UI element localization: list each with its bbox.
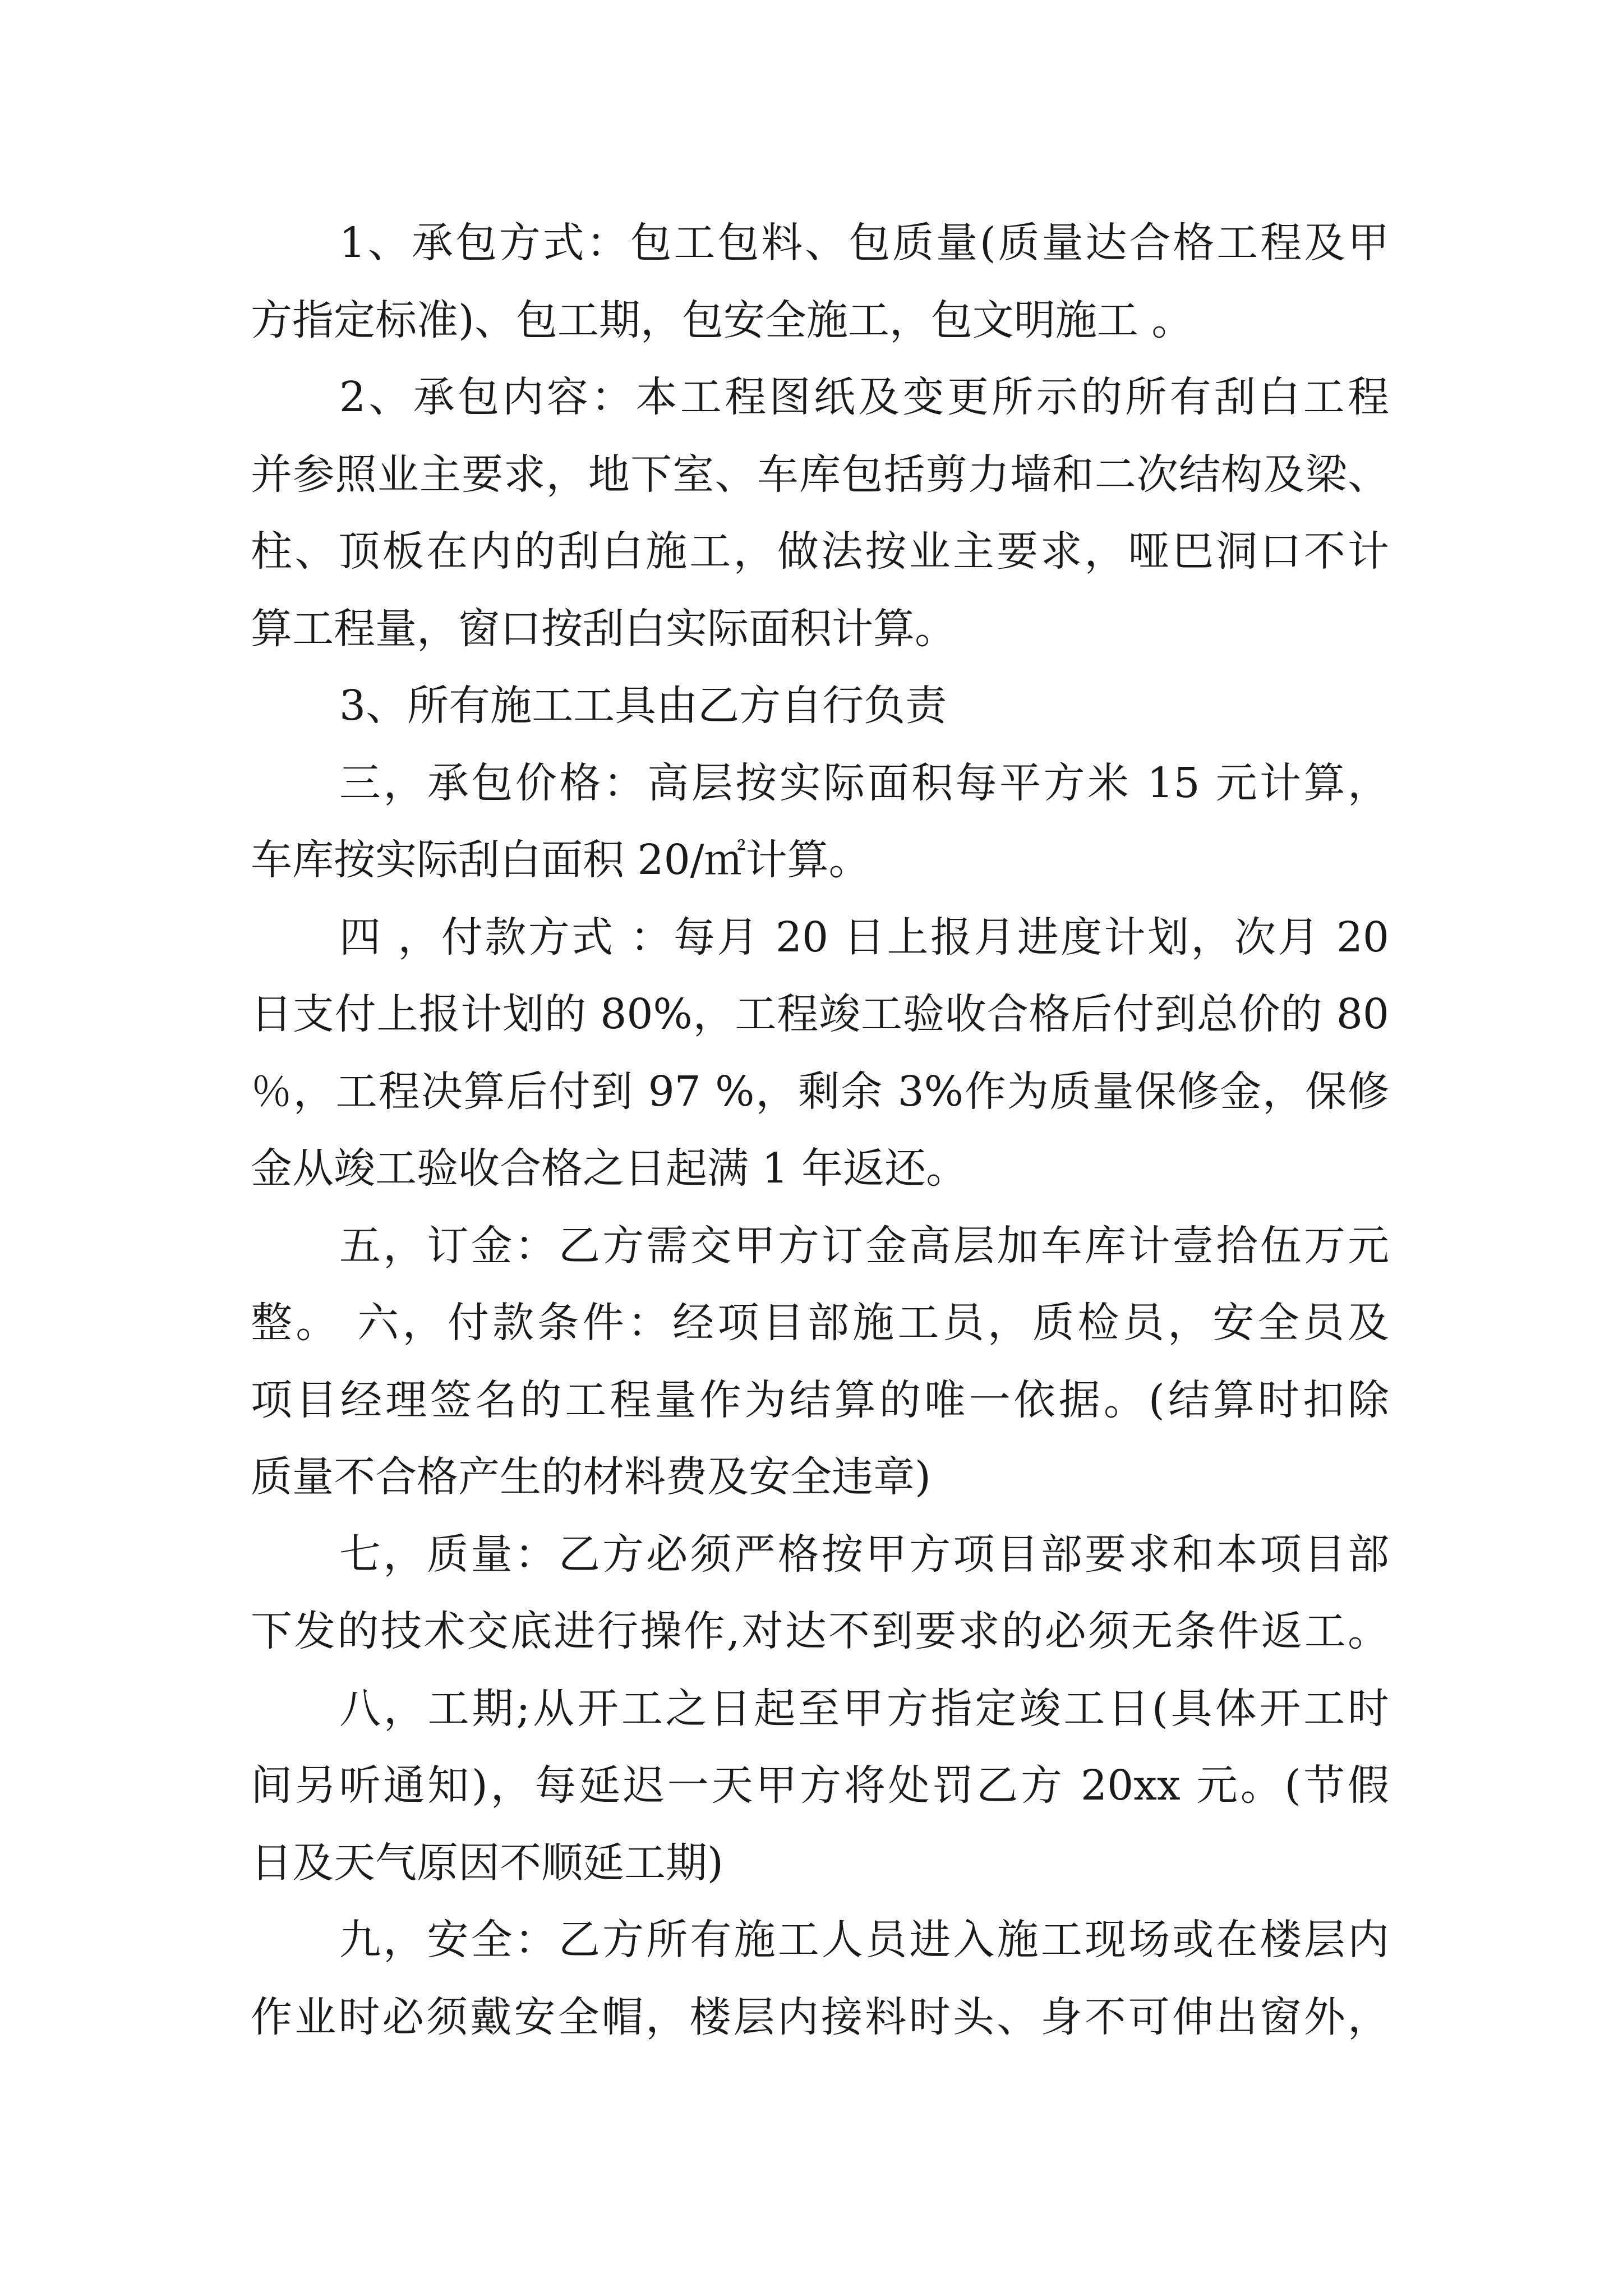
text-line: 项目经理签名的工程量作为结算的唯一依据。(结算时扣除	[251, 1375, 1389, 1424]
clause-payment-method	[251, 899, 1389, 1208]
text-line: 日及天气原因不顺延工期)	[251, 1838, 723, 1887]
contract-body	[251, 205, 1389, 2056]
text-line: 质量不合格产生的材料费及安全违章)	[251, 1453, 931, 1501]
text-line: 3、所有施工工具由乙方自行负责	[339, 682, 947, 730]
text-line: 整。 六，付款条件：经项目部施工员，质检员，安全员及	[251, 1299, 1389, 1347]
clause-schedule	[251, 1671, 1389, 1902]
text-line: 间另听通知)，每延迟一天甲方将处罚乙方 20xx 元。(节假	[251, 1761, 1389, 1810]
text-line: 柱、顶板在内的刮白施工，做法按业主要求，哑巴洞口不计	[251, 527, 1389, 576]
text-line: 三，承包价格：高层按实际面积每平方米 15 元计算，	[339, 758, 1389, 807]
text-line: 五，订金：乙方需交甲方订金高层加车库计壹拾伍万元	[339, 1221, 1389, 1270]
text-line: 2、承包内容：本工程图纸及变更所示的所有刮白工程	[339, 373, 1389, 421]
text-line: 七，质量：乙方必须严格按甲方项目部要求和本项目部	[339, 1530, 1389, 1579]
clause-quality	[251, 1516, 1389, 1671]
text-line: 方指定标准)、包工期，包安全施工，包文明施工 。	[251, 296, 1193, 344]
text-line: 作业时必须戴安全帽，楼层内接料时头、身不可伸出窗外，	[251, 1993, 1389, 2041]
text-line: 九，安全：乙方所有施工人员进入施工现场或在楼层内	[339, 1916, 1389, 1964]
clause-tools	[251, 668, 1389, 745]
text-line: 1、承包方式：包工包料、包质量(质量达合格工程及甲	[339, 219, 1389, 267]
text-line: 八，工期;从开工之日起至甲方指定竣工日(具体开工时	[339, 1684, 1389, 1733]
text-line: 下发的技术交底进行操作,对达不到要求的必须无条件返工。	[251, 1607, 1389, 1655]
text-line: 算工程量，窗口按刮白实际面积计算。	[251, 604, 956, 653]
text-line: 车库按实际刮白面积 20/㎡计算。	[251, 836, 870, 884]
text-line: 四 ，付款方式 ：每月 20 日上报月进度计划，次月 20	[339, 913, 1389, 961]
clause-contracting-content	[251, 359, 1389, 668]
text-line: ％，工程决算后付到 97 %，剩余 3%作为质量保修金，保修	[251, 1067, 1389, 1116]
text-line: 日支付上报计划的 80%，工程竣工验收合格后付到总价的 80	[251, 990, 1389, 1038]
clause-contracting-method	[251, 205, 1389, 359]
text-line: 并参照业主要求，地下室、车库包括剪力墙和二次结构及梁、	[251, 450, 1389, 499]
text-line: 金从竣工验收合格之日起满 1 年返还。	[251, 1144, 968, 1193]
clause-deposit-and-payment-conditions	[251, 1208, 1389, 1516]
clause-safety	[251, 1902, 1389, 2056]
clause-contract-price	[251, 745, 1389, 899]
